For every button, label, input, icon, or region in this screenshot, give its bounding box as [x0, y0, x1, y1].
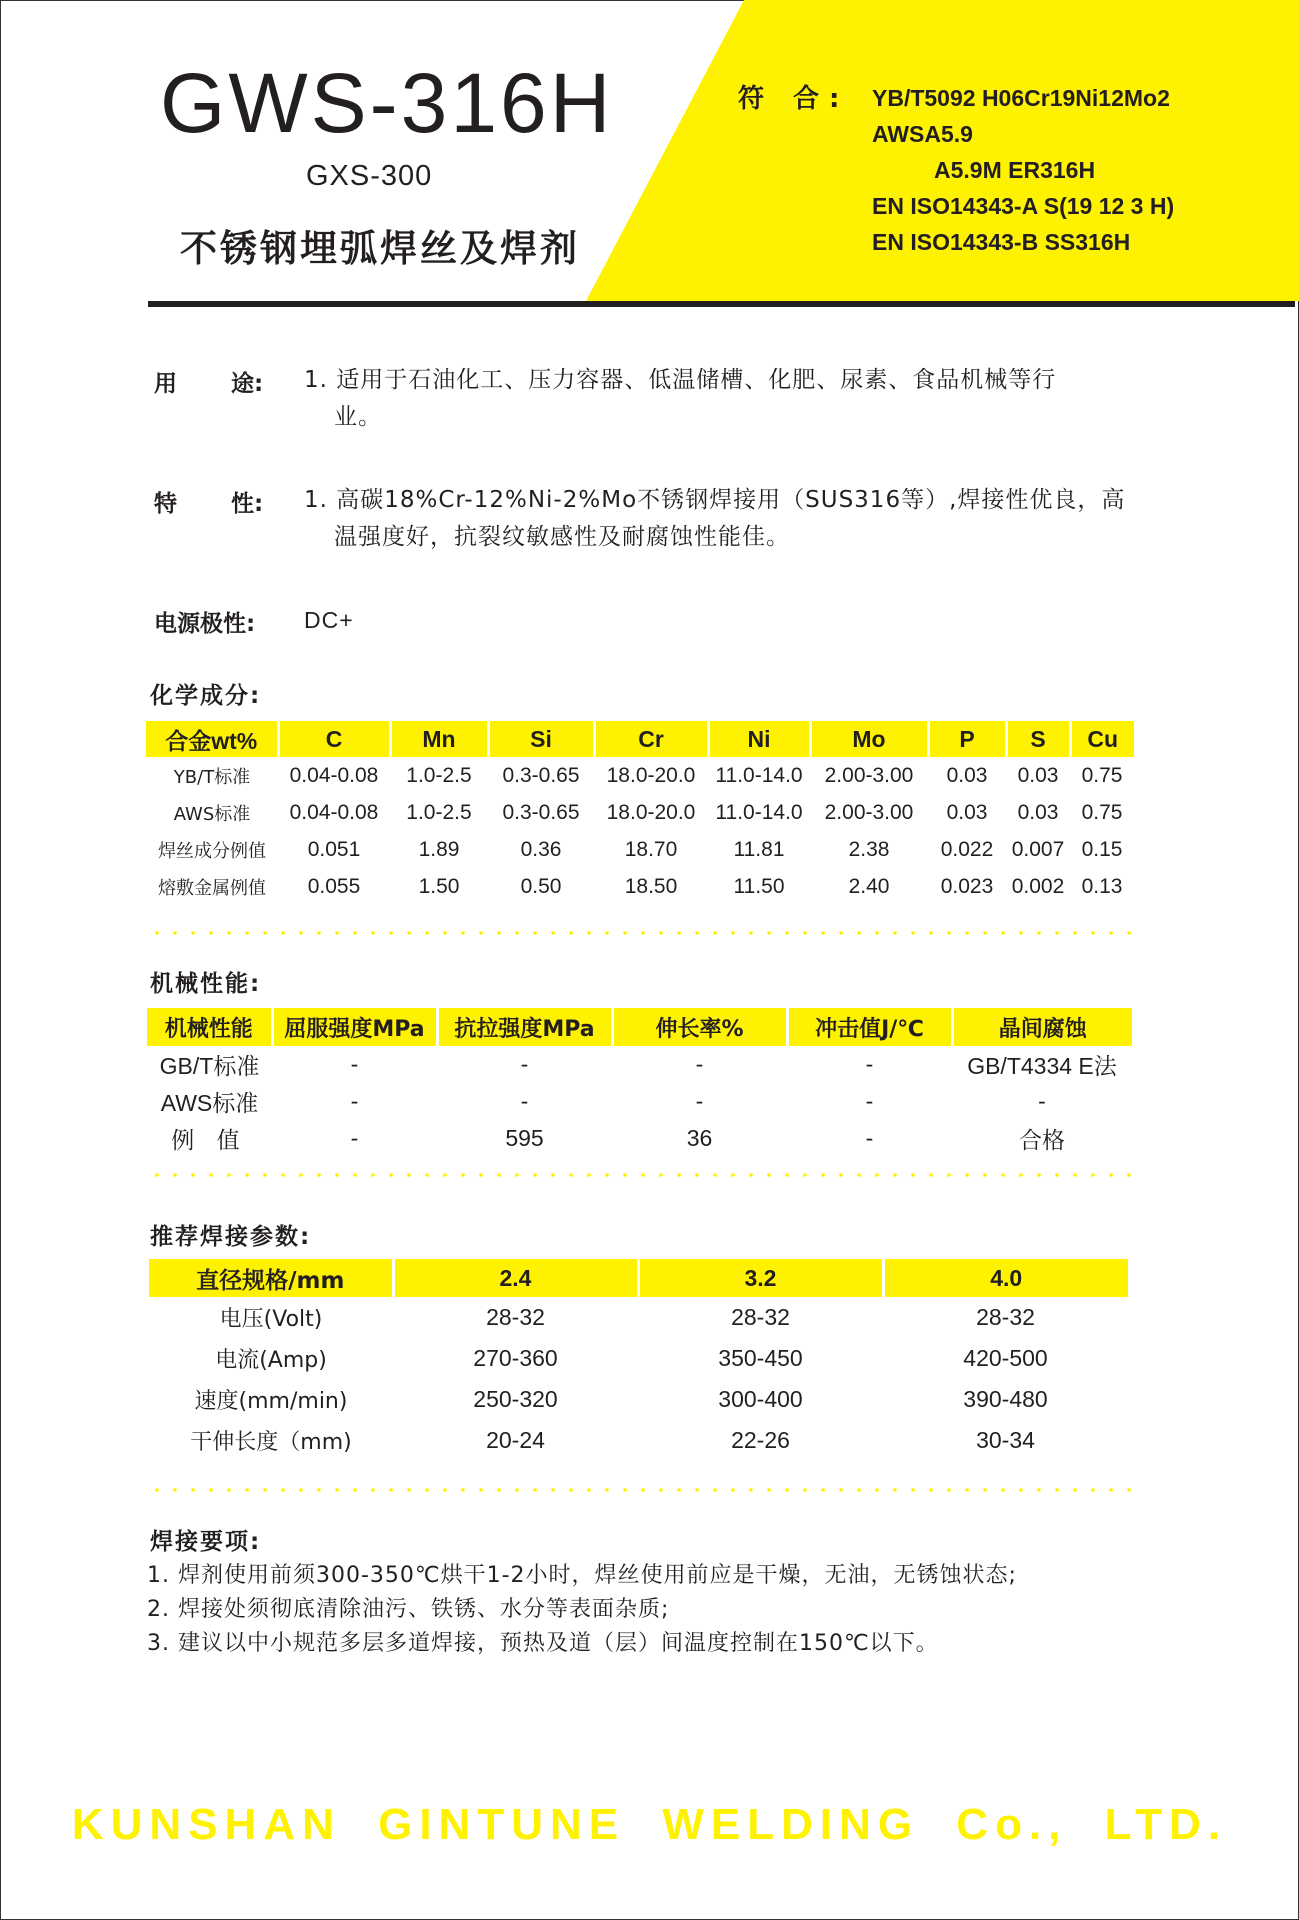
table-cell: -	[865, 1125, 874, 1151]
table-cell: -	[350, 1125, 359, 1151]
table-cell: 1.89	[418, 837, 460, 861]
usage-text	[304, 362, 1056, 436]
table-cell: 2.00-3.00	[824, 763, 914, 787]
row-label: 电流(Amp)	[215, 1348, 327, 1373]
table-cell: 390-480	[963, 1386, 1048, 1412]
welding-header-cell: 4.0	[883, 1259, 1128, 1297]
chemistry-header-cell: 合金wt%	[146, 721, 278, 757]
table-cell: 0.03	[946, 763, 988, 787]
welding-table	[149, 1259, 1128, 1461]
row-label: GB/T标准	[159, 1053, 260, 1079]
table-cell: 22-26	[731, 1427, 790, 1453]
chemistry-table	[146, 721, 1134, 905]
table-row	[149, 1338, 1128, 1379]
table-cell: 0.3-0.65	[502, 800, 580, 824]
features-label: 特 性:	[154, 491, 264, 517]
table-cell: 350-450	[718, 1345, 803, 1371]
table-row	[149, 1297, 1128, 1338]
table-cell: 270-360	[473, 1345, 558, 1371]
mechanical-heading: 机械性能:	[150, 971, 262, 997]
table-cell: -	[350, 1088, 359, 1114]
welding-header-cell: 3.2	[638, 1259, 883, 1297]
table-cell: 28-32	[976, 1304, 1035, 1330]
chemistry-header-cell: S	[1006, 721, 1070, 757]
polarity-value: DC+	[304, 607, 354, 633]
table-cell: 11.81	[733, 837, 785, 861]
table-cell: 300-400	[718, 1386, 803, 1412]
row-label: YB/T标准	[173, 766, 251, 788]
welding-heading: 推荐焊接参数:	[150, 1224, 312, 1250]
table-cell: 18.0-20.0	[606, 763, 696, 787]
chemistry-header-cell: Cu	[1070, 721, 1134, 757]
row-label: 干伸长度（mm)	[190, 1430, 352, 1455]
standard-item: A5.9M ER316H	[934, 157, 1096, 183]
table-cell: 0.051	[307, 837, 361, 861]
chemistry-header-cell: Mn	[390, 721, 488, 757]
table-row	[146, 868, 1134, 905]
table-cell: 2.38	[848, 837, 890, 861]
table-row	[146, 831, 1134, 868]
row-label: 焊丝成分例值	[158, 840, 266, 862]
table-cell: 28-32	[486, 1304, 545, 1330]
mechanical-header-cell: 伸长率%	[612, 1008, 787, 1046]
company-name: KUNSHAN GINTUNE WELDING Co., LTD.	[71, 1800, 1228, 1849]
table-row	[147, 1083, 1132, 1120]
features-line: 1. 高碳18%Cr-12%Ni-2%Mo不锈钢焊接用（SUS316等）,焊接性优良，高	[304, 487, 1126, 513]
notes-heading: 焊接要项:	[150, 1529, 262, 1555]
table-cell: 11.0-14.0	[715, 800, 803, 824]
table-cell: 0.03	[1017, 763, 1059, 787]
mechanical-table	[147, 1008, 1132, 1157]
table-cell: 0.023	[940, 874, 994, 898]
table-cell: -	[865, 1051, 874, 1077]
table-cell: GB/T4334 E法	[967, 1053, 1117, 1079]
row-label: 速度(mm/min)	[194, 1389, 348, 1414]
dotted-divider	[148, 1488, 1133, 1492]
usage-line: 业。	[334, 404, 382, 430]
table-cell: 420-500	[963, 1345, 1048, 1371]
table-cell: 1.0-2.5	[406, 763, 472, 787]
table-cell: 2.00-3.00	[824, 800, 914, 824]
mechanical-header-cell: 屈服强度MPa	[272, 1008, 437, 1046]
table-cell: 0.13	[1081, 874, 1123, 898]
table-cell: -	[695, 1051, 704, 1077]
comply-label: 符 合:	[738, 84, 850, 114]
table-cell: 0.3-0.65	[502, 763, 580, 787]
mechanical-header-cell: 晶间腐蚀	[952, 1008, 1132, 1046]
table-cell: 1.50	[418, 874, 460, 898]
chemistry-header-row	[146, 721, 1134, 757]
note-item: 2. 焊接处须彻底清除油污、铁锈、水分等表面杂质;	[147, 1597, 670, 1622]
table-cell: 0.055	[307, 874, 361, 898]
note-item: 3. 建议以中小规范多层多道焊接，预热及道（层）间温度控制在150℃以下。	[147, 1631, 939, 1656]
chemistry-header-cell: C	[278, 721, 390, 757]
table-cell: 0.15	[1081, 837, 1123, 861]
standard-item: YB/T5092 H06Cr19Ni12Mo2	[872, 85, 1170, 111]
table-cell: -	[520, 1051, 529, 1077]
table-cell: 0.36	[520, 837, 562, 861]
row-label: 例 值	[171, 1127, 248, 1153]
table-cell: 0.50	[520, 874, 562, 898]
table-cell: 11.50	[733, 874, 785, 898]
table-cell: 36	[686, 1125, 713, 1151]
welding-header-cell: 2.4	[393, 1259, 638, 1297]
polarity-label: 电源极性:	[154, 611, 256, 637]
table-cell: -	[865, 1088, 874, 1114]
dotted-divider	[148, 931, 1133, 935]
chemistry-header-cell: Cr	[594, 721, 708, 757]
standard-item: EN ISO14343-A S(19 12 3 H)	[872, 193, 1175, 219]
row-label: 电压(Volt)	[219, 1307, 323, 1332]
table-cell: 0.007	[1011, 837, 1065, 861]
table-cell: 11.0-14.0	[715, 763, 803, 787]
table-row	[147, 1120, 1132, 1157]
table-cell: 0.03	[1017, 800, 1059, 824]
table-cell: 合格	[1019, 1127, 1065, 1153]
header-rule	[148, 301, 1295, 307]
features-line: 温强度好，抗裂纹敏感性及耐腐蚀性能佳。	[334, 524, 790, 550]
usage-line: 1. 适用于石油化工、压力容器、低温储槽、化肥、尿素、食品机械等行	[304, 367, 1057, 393]
table-cell: -	[350, 1051, 359, 1077]
row-label: 熔敷金属例值	[158, 877, 266, 899]
chemistry-header-cell: Ni	[708, 721, 810, 757]
table-row	[147, 1046, 1132, 1083]
table-cell: 0.002	[1011, 874, 1065, 898]
table-cell: 1.0-2.5	[406, 800, 472, 824]
table-row	[146, 794, 1134, 831]
mechanical-header-cell: 冲击值J/℃	[787, 1008, 952, 1046]
dotted-divider	[148, 1173, 1133, 1177]
standard-item: AWSA5.9	[872, 121, 973, 147]
table-cell: 0.75	[1081, 800, 1123, 824]
table-cell: -	[520, 1088, 529, 1114]
note-item: 1. 焊剂使用前须300-350℃烘干1-2小时，焊丝使用前应是干燥，无油，无锈蚀状态;	[147, 1563, 1017, 1588]
mechanical-header-cell: 机械性能	[147, 1008, 272, 1046]
features-text	[304, 482, 1125, 556]
standards-list	[872, 80, 1174, 260]
mechanical-header-row	[147, 1008, 1132, 1046]
notes-list	[147, 1559, 1017, 1661]
table-cell: 18.0-20.0	[606, 800, 696, 824]
table-cell: 28-32	[731, 1304, 790, 1330]
product-title: GWS-316H	[160, 56, 614, 150]
chemistry-header-cell: Si	[488, 721, 594, 757]
table-cell: 0.04-0.08	[289, 763, 379, 787]
table-cell: -	[1038, 1088, 1046, 1114]
table-cell: 0.75	[1081, 763, 1123, 787]
table-cell: -	[695, 1088, 704, 1114]
usage-label: 用 途:	[154, 371, 264, 397]
row-label: AWS标准	[173, 803, 251, 825]
mechanical-header-cell: 抗拉强度MPa	[437, 1008, 612, 1046]
welding-header-cell: 直径规格/mm	[149, 1259, 393, 1297]
row-label: AWS标准	[160, 1090, 259, 1116]
standard-item: EN ISO14343-B SS316H	[872, 229, 1131, 255]
welding-header-row	[149, 1259, 1128, 1297]
table-cell: 250-320	[473, 1386, 558, 1412]
chemistry-header-cell: Mo	[810, 721, 928, 757]
table-cell: 0.03	[946, 800, 988, 824]
table-cell: 18.50	[624, 874, 678, 898]
table-cell: 595	[505, 1125, 544, 1151]
table-row	[146, 757, 1134, 794]
chemistry-header-cell: P	[928, 721, 1006, 757]
chemistry-heading: 化学成分:	[150, 683, 262, 709]
table-cell: 2.40	[848, 874, 890, 898]
product-subtitle: GXS-300	[306, 160, 433, 192]
table-cell: 0.022	[940, 837, 994, 861]
table-cell: 18.70	[624, 837, 678, 861]
table-cell: 20-24	[486, 1427, 545, 1453]
table-row	[149, 1420, 1128, 1461]
table-cell: 30-34	[976, 1427, 1035, 1453]
table-cell: 0.04-0.08	[289, 800, 379, 824]
table-row	[149, 1379, 1128, 1420]
product-cn-title: 不锈钢埋弧焊丝及焊剂	[180, 227, 580, 270]
